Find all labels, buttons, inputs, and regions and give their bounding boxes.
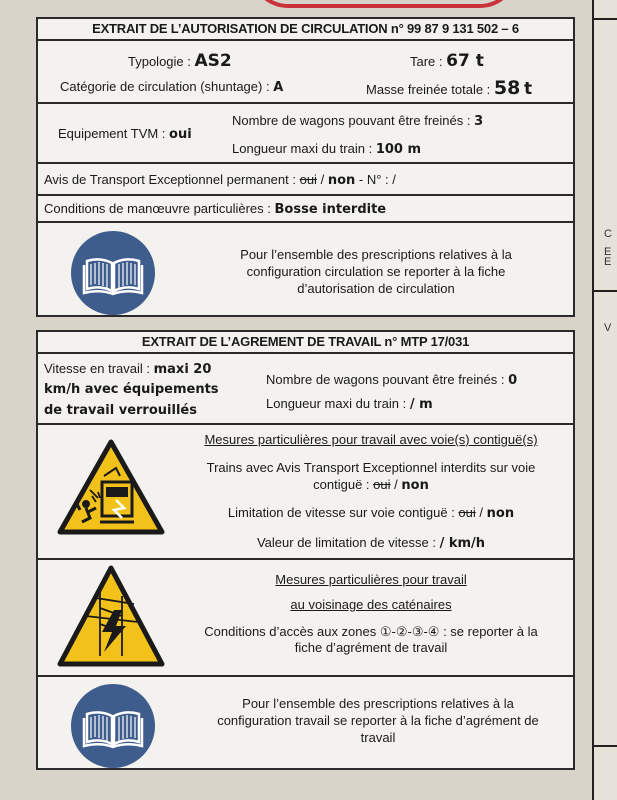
- trav-note-line: travail: [360, 730, 396, 745]
- circ-note-line: d’autorisation de circulation: [297, 281, 455, 296]
- tvm-value: oui: [169, 127, 192, 142]
- circulation-header: EXTRAIT DE L’AUTORISATION DE CIRCULATION n° 99 87 9 131 502 – 6: [38, 19, 573, 41]
- vitesse-row: Vitesse en travail : maxi 20: [44, 361, 212, 377]
- trains-non: non: [401, 478, 429, 493]
- circ-longueur-value: 100 m: [375, 142, 422, 157]
- vitesse-value-cont: de travail verrouillés: [44, 403, 197, 418]
- limitation-oui-struck: oui: [458, 505, 476, 520]
- mesures-cat-title: au voisinage des caténaires: [290, 597, 452, 612]
- typologie-value: AS2: [194, 51, 232, 71]
- acces-line: Conditions d’accès aux zones ①-②-③-④ : se reporter à la: [204, 624, 538, 639]
- tvm-row: Equipement TVM : oui: [58, 126, 192, 142]
- mesures-cat-title: Mesures particulières pour travail: [275, 572, 467, 587]
- tare-value: 67 t: [446, 51, 484, 71]
- travail-panel: [36, 330, 575, 770]
- trains-line: contiguë : oui / non: [313, 477, 429, 493]
- circ-wagons-value: 3: [474, 114, 484, 129]
- conditions-row: Conditions de manœuvre particulières : Bosse interdite: [44, 201, 387, 217]
- masse-row: Masse freinée totale : 58 t: [366, 77, 533, 99]
- red-border-fragment: [250, 0, 518, 8]
- side-letter: E: [604, 256, 612, 268]
- tare-row: Tare : 67 t: [410, 51, 484, 71]
- avis-oui-struck: oui: [299, 172, 317, 187]
- manual-book-icon: [71, 684, 155, 768]
- trav-wagons-value: 0: [508, 373, 518, 388]
- acces-line: fiche d’agrément de travail: [294, 640, 448, 655]
- trav-longueur-value: / m: [409, 397, 433, 412]
- typologie-row: Typologie : AS2: [128, 51, 232, 71]
- masse-value: 58: [493, 77, 521, 99]
- trav-wagons-row: Nombre de wagons pouvant être freinés : 0: [266, 372, 518, 388]
- avis-non: non: [327, 173, 356, 188]
- circulation-panel: [36, 17, 575, 317]
- adjacent-panel-edge: [592, 0, 617, 800]
- circ-note-line: configuration circulation se reporter à la fiche: [246, 264, 506, 279]
- trains-oui-struck: oui: [373, 477, 391, 492]
- limitation-non: non: [486, 506, 515, 521]
- circ-note-line: Pour l’ensemble des prescriptions relatives à la: [240, 247, 512, 262]
- avis-row: Avis de Transport Exceptionnel permanent : oui / non - N° : /: [44, 172, 396, 188]
- trav-note-line: configuration travail se reporter à la fiche d’agrément de: [217, 713, 539, 728]
- categorie-value: A: [273, 80, 284, 95]
- circ-wagons-row: Nombre de wagons pouvant être freinés : 3: [232, 113, 484, 129]
- vitesse-value-cont: km/h avec équipements: [44, 382, 219, 397]
- valeur-row: Valeur de limitation de vitesse : / km/h: [256, 535, 486, 551]
- trav-note-line: Pour l’ensemble des prescriptions relatives à la: [242, 696, 514, 711]
- high-voltage-warning-icon: [56, 564, 166, 668]
- trav-longueur-row: Longueur maxi du train : / m: [266, 396, 433, 412]
- circ-longueur-row: Longueur maxi du train : 100 m: [232, 141, 422, 157]
- side-letter: E: [604, 246, 612, 258]
- valeur-value: / km/h: [439, 536, 486, 551]
- mesures-voie-title: Mesures particulières pour travail avec voie(s) contiguë(s): [204, 432, 538, 447]
- travail-header: EXTRAIT DE L’AGREMENT DE TRAVAIL n° MTP 17/031: [38, 332, 573, 354]
- side-letter: C: [604, 228, 612, 240]
- conditions-value: Bosse interdite: [274, 202, 387, 217]
- trains-line: Trains avec Avis Transport Exceptionnel interdits sur voie: [206, 460, 536, 475]
- train-collision-warning-icon: [56, 438, 166, 536]
- limitation-row: Limitation de vitesse sur voie contiguë : oui / non: [227, 505, 515, 521]
- masse-unit: t: [524, 79, 533, 99]
- categorie-row: Catégorie de circulation (shuntage) : A: [60, 79, 284, 95]
- vitesse-value: maxi 20: [153, 362, 212, 377]
- manual-book-icon: [71, 231, 155, 315]
- side-letter: V: [604, 322, 612, 334]
